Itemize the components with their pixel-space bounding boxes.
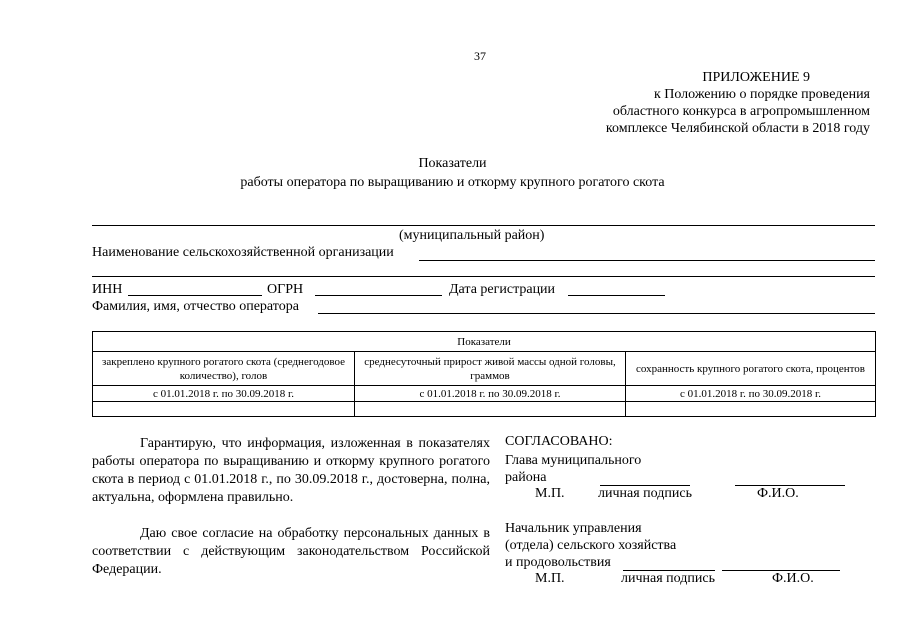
chief-title-line-1: Начальник управления: [505, 521, 642, 536]
guarantee-paragraph: Гарантирую, что информация, изложенная в показателях работы оператора по выращиванию и откорму крупного рогатого скота в период с 01.01.2018 г., по 30.09.2018 г., достоверна, полна, актуальна, оформлена правильно.: [92, 436, 490, 505]
reg-date-field[interactable]: [568, 295, 665, 296]
indicators-table: [92, 331, 876, 417]
chief-stamp-label: М.П.: [535, 571, 565, 586]
period-cell: с 01.01.2018 г. по 30.09.2018 г.: [93, 386, 355, 402]
period-cell: с 01.01.2018 г. по 30.09.2018 г.: [626, 386, 876, 402]
chief-fio-label: Ф.И.О.: [772, 571, 814, 586]
column-header-survival: сохранность крупного рогатого скота, процентов: [626, 352, 876, 386]
doc-title: Показатели: [418, 156, 487, 171]
chief-title-line-2: (отдела) сельского хозяйства: [505, 538, 677, 553]
org-name-field[interactable]: [419, 260, 875, 261]
doc-subtitle: работы оператора по выращиванию и откорму крупного рогатого скота: [240, 175, 665, 190]
column-header-gain: среднесуточный прирост живой массы одной головы, граммов: [355, 352, 626, 386]
head-fio-label: Ф.И.О.: [757, 486, 799, 501]
operator-field[interactable]: [318, 313, 875, 314]
ogrn-field[interactable]: [315, 295, 442, 296]
operator-label: Фамилия, имя, отчество оператора: [92, 299, 299, 314]
head-stamp-label: М.П.: [535, 486, 565, 501]
appendix-line-1: к Положению о порядке проведения: [653, 87, 870, 102]
head-signature-label: личная подпись: [598, 486, 692, 501]
district-underline[interactable]: [92, 225, 875, 226]
inn-label: ИНН: [92, 282, 123, 297]
consent-paragraph: Даю свое согласие на обработку персональных данных в соответствии с действующим законодательством Российской Федерации.: [92, 526, 490, 577]
head-title-line-2: района: [505, 470, 547, 485]
page-number: 37: [474, 49, 486, 63]
period-cell: с 01.01.2018 г. по 30.09.2018 г.: [355, 386, 626, 402]
org-name-label: Наименование сельскохозяйственной организации: [92, 245, 394, 260]
table-header: Показатели: [93, 332, 876, 352]
chief-signature-label: личная подпись: [621, 571, 715, 586]
value-cell[interactable]: [355, 402, 626, 417]
appendix-title: ПРИЛОЖЕНИЕ 9: [702, 70, 810, 85]
ogrn-label: ОГРН: [267, 282, 304, 297]
approval-title: СОГЛАСОВАНО:: [505, 434, 613, 449]
appendix-line-3: комплексе Челябинской области в 2018 году: [605, 121, 870, 136]
column-header-cattle: закреплено крупного рогатого скота (среднегодовое количество), голов: [93, 352, 355, 386]
district-caption: (муниципальный район): [399, 228, 545, 243]
inn-field[interactable]: [128, 295, 262, 296]
value-cell[interactable]: [626, 402, 876, 417]
appendix-line-2: областного конкурса в агропромышленном: [612, 104, 870, 119]
chief-title-line-3: и продовольствия: [505, 555, 611, 570]
head-title-line-1: Глава муниципального: [505, 453, 642, 468]
org-name-field-extra[interactable]: [92, 276, 875, 277]
reg-date-label: Дата регистрации: [449, 282, 556, 297]
value-cell[interactable]: [93, 402, 355, 417]
